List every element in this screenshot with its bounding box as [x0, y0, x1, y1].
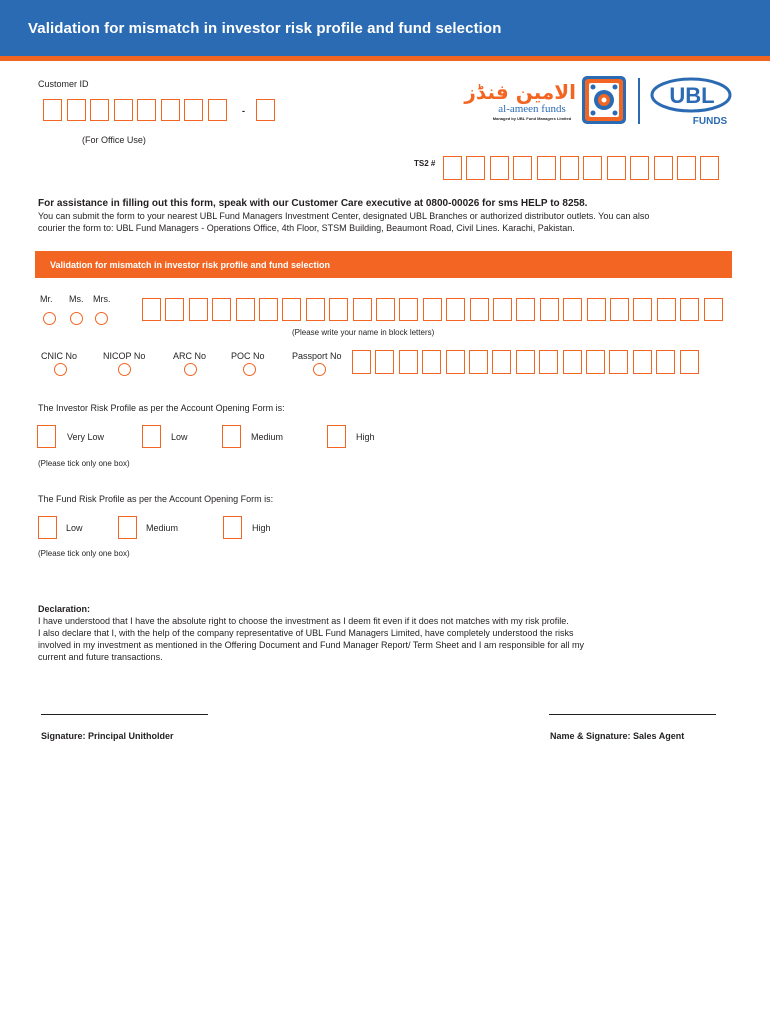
declaration-heading: Declaration: — [38, 604, 91, 614]
fund-tick-note: (Please tick only one box) — [38, 549, 130, 558]
id-number-char-box[interactable] — [352, 350, 371, 374]
agent-signature-label: Name & Signature: Sales Agent — [550, 731, 685, 741]
ts2-char-box[interactable] — [700, 156, 719, 180]
id-number-char-box[interactable] — [422, 350, 441, 374]
investor-low-checkbox[interactable] — [142, 425, 161, 448]
ts2-char-box[interactable] — [560, 156, 579, 180]
fund-high-label: High — [252, 523, 271, 533]
id-type-passport-radio[interactable] — [313, 363, 326, 376]
id-type-passport-label: Passport No — [292, 351, 342, 361]
customer-id-char-box[interactable] — [90, 99, 109, 121]
ts2-char-box[interactable] — [583, 156, 602, 180]
declaration-line-4: current and future transactions. — [38, 652, 163, 662]
investor-low-label: Low — [171, 432, 188, 442]
investor-very-low-checkbox[interactable] — [37, 425, 56, 448]
ts2-char-box[interactable] — [537, 156, 556, 180]
id-number-char-box[interactable] — [375, 350, 394, 374]
ts2-char-box[interactable] — [654, 156, 673, 180]
name-char-box[interactable] — [563, 298, 582, 321]
customer-id-char-box[interactable] — [208, 99, 227, 121]
investor-medium-checkbox[interactable] — [222, 425, 241, 448]
id-type-poc-radio[interactable] — [243, 363, 256, 376]
id-type-arc-label: ARC No — [173, 351, 207, 361]
name-char-box[interactable] — [236, 298, 255, 321]
investor-profile-question: The Investor Risk Profile as per the Account Opening Form is: — [38, 403, 285, 413]
name-char-box[interactable] — [704, 298, 723, 321]
name-char-box[interactable] — [306, 298, 325, 321]
principal-signature-line[interactable] — [41, 714, 208, 715]
salutation-mr-radio[interactable] — [43, 312, 56, 325]
page-title: Validation for mismatch in investor risk profile and fund selection — [28, 20, 502, 37]
customer-id-char-box[interactable] — [184, 99, 203, 121]
id-number-char-box[interactable] — [680, 350, 699, 374]
customer-id-char-box[interactable] — [114, 99, 133, 121]
salutation-ms-label: Ms. — [69, 294, 84, 304]
salutation-mrs-radio[interactable] — [95, 312, 108, 325]
id-type-poc-label: POC No — [231, 351, 265, 361]
name-char-box[interactable] — [657, 298, 676, 321]
name-char-box[interactable] — [212, 298, 231, 321]
name-char-box[interactable] — [142, 298, 161, 321]
principal-signature-label: Signature: Principal Unitholder — [41, 731, 174, 741]
name-char-box[interactable] — [353, 298, 372, 321]
investor-high-label: High — [356, 432, 375, 442]
alameen-sub-text: Managed by UBL Fund Managers Limited — [492, 116, 572, 121]
name-block-letters-note: (Please write your name in block letters) — [292, 328, 435, 337]
id-type-cnic-radio[interactable] — [54, 363, 67, 376]
investor-medium-label: Medium — [251, 432, 284, 442]
investor-tick-note: (Please tick only one box) — [38, 459, 130, 468]
name-char-box[interactable] — [399, 298, 418, 321]
investor-high-checkbox[interactable] — [327, 425, 346, 448]
fund-medium-label: Medium — [146, 523, 179, 533]
id-type-cnic-label: CNIC No — [41, 351, 78, 361]
ts2-char-box[interactable] — [607, 156, 626, 180]
fund-profile-question: The Fund Risk Profile as per the Account Opening Form is: — [38, 494, 274, 504]
ubl-text: UBL — [669, 83, 715, 108]
name-char-box[interactable] — [680, 298, 699, 321]
name-char-box[interactable] — [493, 298, 512, 321]
fund-medium-checkbox[interactable] — [118, 516, 137, 539]
assistance-line-2: courier the form to: UBL Fund Managers - Operations Office, 4th Floor, STSM Building, Beaumont Road, Civil Lines. Karachi, Pakistan. — [38, 223, 575, 233]
name-char-box[interactable] — [470, 298, 489, 321]
ts2-char-box[interactable] — [677, 156, 696, 180]
ts2-char-box[interactable] — [630, 156, 649, 180]
salutation-ms-radio[interactable] — [70, 312, 83, 325]
assistance-line-1: You can submit the form to your nearest UBL Fund Managers Investment Center, designated UBL Branches or authorized distributor outlets. You can also — [38, 211, 650, 221]
customer-id-char-box[interactable] — [67, 99, 86, 121]
name-char-box[interactable] — [516, 298, 535, 321]
header-bar — [0, 0, 770, 56]
customer-id-char-box[interactable] — [43, 99, 62, 121]
id-number-char-box[interactable] — [586, 350, 605, 374]
investor-very-low-label: Very Low — [67, 432, 105, 442]
id-number-char-box[interactable] — [539, 350, 558, 374]
id-number-char-box[interactable] — [399, 350, 418, 374]
office-use-note: (For Office Use) — [82, 135, 146, 145]
name-char-box[interactable] — [587, 298, 606, 321]
id-type-nicop-radio[interactable] — [118, 363, 131, 376]
section-header — [35, 251, 732, 278]
ts2-char-box[interactable] — [490, 156, 509, 180]
header-stripe — [0, 56, 770, 61]
name-char-box[interactable] — [259, 298, 278, 321]
ts2-char-box[interactable] — [466, 156, 485, 180]
name-char-box[interactable] — [423, 298, 442, 321]
id-number-char-box[interactable] — [516, 350, 535, 374]
customer-id-char-box[interactable] — [137, 99, 156, 121]
customer-id-label: Customer ID — [38, 79, 89, 89]
agent-signature-line[interactable] — [549, 714, 716, 715]
alameen-text: al-ameen funds — [498, 103, 566, 115]
declaration-line-1: I have understood that I have the absolute right to choose the investment as I deem fit even if it does not matches with my risk profile. — [38, 616, 569, 626]
name-char-box[interactable] — [633, 298, 652, 321]
ubl-funds-text: FUNDS — [692, 116, 728, 127]
id-type-arc-radio[interactable] — [184, 363, 197, 376]
salutation-mr-label: Mr. — [40, 294, 53, 304]
fund-high-checkbox[interactable] — [223, 516, 242, 539]
customer-id-char-box[interactable] — [256, 99, 275, 121]
id-number-char-box[interactable] — [469, 350, 488, 374]
id-number-char-box[interactable] — [609, 350, 628, 374]
section-title: Validation for mismatch in investor risk profile and fund selection — [50, 260, 331, 270]
fund-low-checkbox[interactable] — [38, 516, 57, 539]
id-number-char-box[interactable] — [446, 350, 465, 374]
assistance-heading: For assistance in filling out this form, speak with our Customer Care executive at 0800-00026 for sms HELP to 8258. — [38, 198, 588, 209]
name-char-box[interactable] — [282, 298, 301, 321]
name-char-box[interactable] — [610, 298, 629, 321]
pattern-tile-icon — [582, 76, 626, 124]
name-char-box[interactable] — [165, 298, 184, 321]
declaration-line-2: I also declare that I, with the help of the company representative of UBL Fund Managers Limited, have completely understood the risks — [38, 628, 574, 638]
al-ameen-logo — [464, 75, 578, 125]
id-number-char-box[interactable] — [563, 350, 582, 374]
name-char-box[interactable] — [329, 298, 348, 321]
ts2-char-box[interactable] — [443, 156, 462, 180]
name-char-box[interactable] — [376, 298, 395, 321]
ts2-char-box[interactable] — [513, 156, 532, 180]
name-char-box[interactable] — [446, 298, 465, 321]
customer-id-separator: - — [242, 106, 245, 116]
id-number-char-box[interactable] — [633, 350, 652, 374]
salutation-mrs-label: Mrs. — [93, 294, 111, 304]
name-char-box[interactable] — [540, 298, 559, 321]
fund-low-label: Low — [66, 523, 83, 533]
ts2-label: TS2 # — [414, 159, 436, 168]
ubl-funds-logo — [648, 76, 738, 126]
declaration-line-3: involved in my investment as mentioned in the Offering Document and Fund Manager Report/ Term Sheet and I am responsible for all my — [38, 640, 584, 650]
id-number-char-box[interactable] — [656, 350, 675, 374]
customer-id-char-box[interactable] — [161, 99, 180, 121]
id-type-nicop-label: NICOP No — [103, 351, 146, 361]
logo-divider — [638, 78, 640, 124]
name-char-box[interactable] — [189, 298, 208, 321]
alameen-urdu-text: الامین فنڈز — [464, 80, 576, 104]
id-number-char-box[interactable] — [492, 350, 511, 374]
